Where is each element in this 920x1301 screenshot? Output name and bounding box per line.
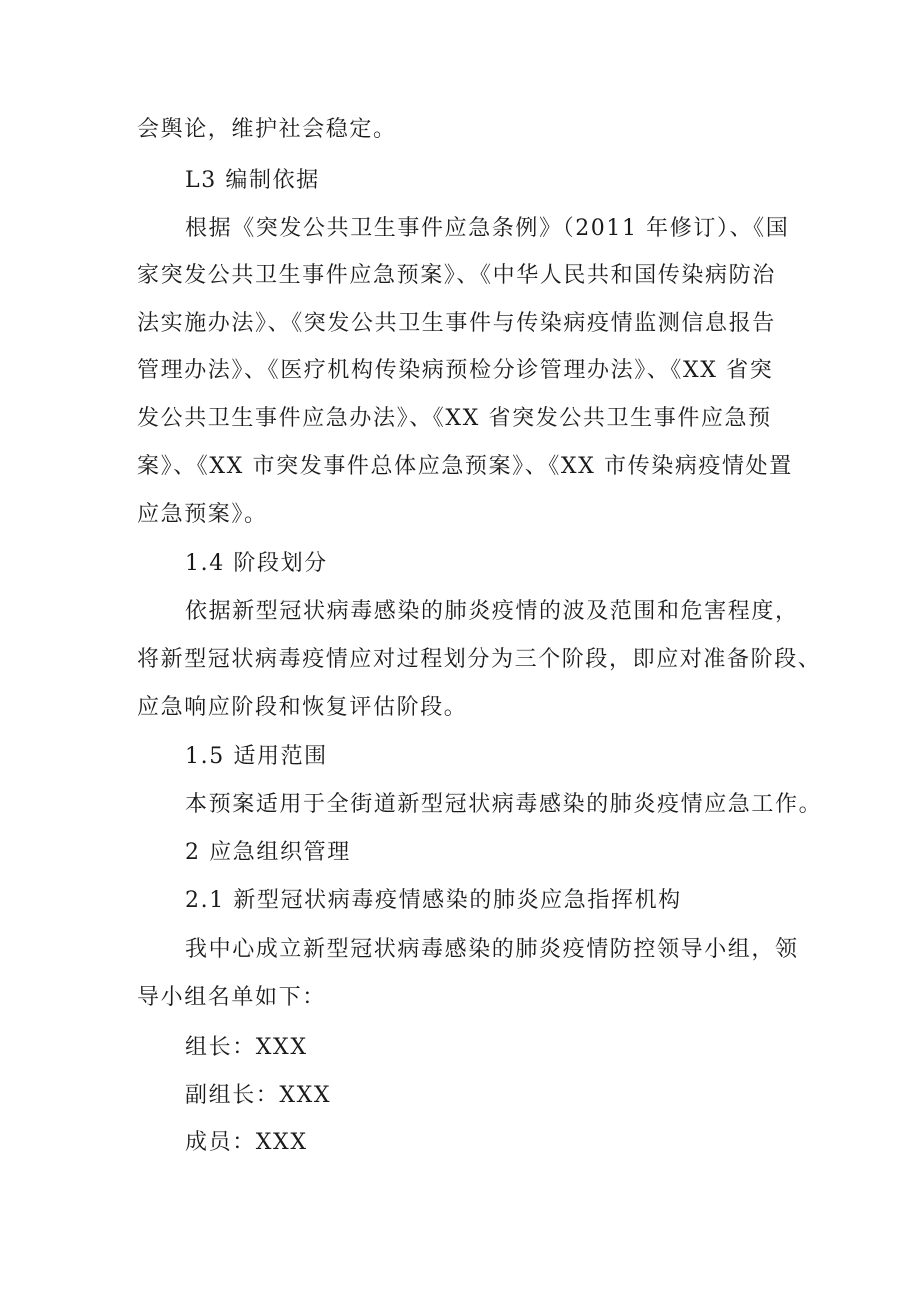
paragraph-basis-line-6: 案》、《XX 市突发事件总体应急预案》、《XX 市传染病疫情处置 [137,454,793,479]
paragraph-basis-line-3: 法实施办法》、《突发公共卫生事件与传染病疫情监测信息报告 [137,311,776,336]
paragraph-stages-line-2: 将新型冠状病毒疫情应对过程划分为三个阶段，即应对准备阶段、 [137,647,822,672]
section-heading-2-1: 2.1 新型冠状病毒疫情感染的肺炎应急指挥机构 [185,888,682,913]
group-members: 成员：XXX [185,1130,308,1155]
paragraph-group-line-2: 导小组名单如下： [137,985,326,1010]
deputy-group-leader: 副组长：XXX [185,1083,332,1108]
paragraph-stages-line-1: 依据新型冠状病毒感染的肺炎疫情的波及范围和危害程度， [185,599,799,624]
section-heading-1-4: 1.4 阶段划分 [185,551,328,576]
paragraph-basis-line-7: 应急预案》。 [137,502,268,527]
group-leader: 组长：XXX [185,1035,308,1060]
paragraph-stages-line-3: 应急响应阶段和恢复评估阶段。 [137,695,468,720]
paragraph-group-line-1: 我中心成立新型冠状病毒感染的肺炎疫情防控领导小组，领 [185,937,799,962]
paragraph-scope: 本预案适用于全街道新型冠状病毒感染的肺炎疫情应急工作。 [185,792,823,817]
paragraph-basis-line-4: 管理办法》、《医疗机构传染病预检分诊管理办法》、《XX 省突 [137,358,774,383]
paragraph-basis-line-5: 发公共卫生事件应急办法》、《XX 省突发公共卫生事件应急预 [137,406,772,431]
paragraph-basis-line-2: 家突发公共卫生事件应急预案》、《中华人民共和国传染病防治 [137,263,776,288]
body-text-continuation: 会舆论，维护社会稳定。 [137,117,397,142]
section-heading-1-3: L3 编制依据 [185,168,320,193]
paragraph-basis-line-1: 根据《突发公共卫生事件应急条例》（2011 年修订）、《国 [185,216,790,241]
section-heading-2: 2 应急组织管理 [185,840,351,865]
section-heading-1-5: 1.5 适用范围 [185,744,328,769]
